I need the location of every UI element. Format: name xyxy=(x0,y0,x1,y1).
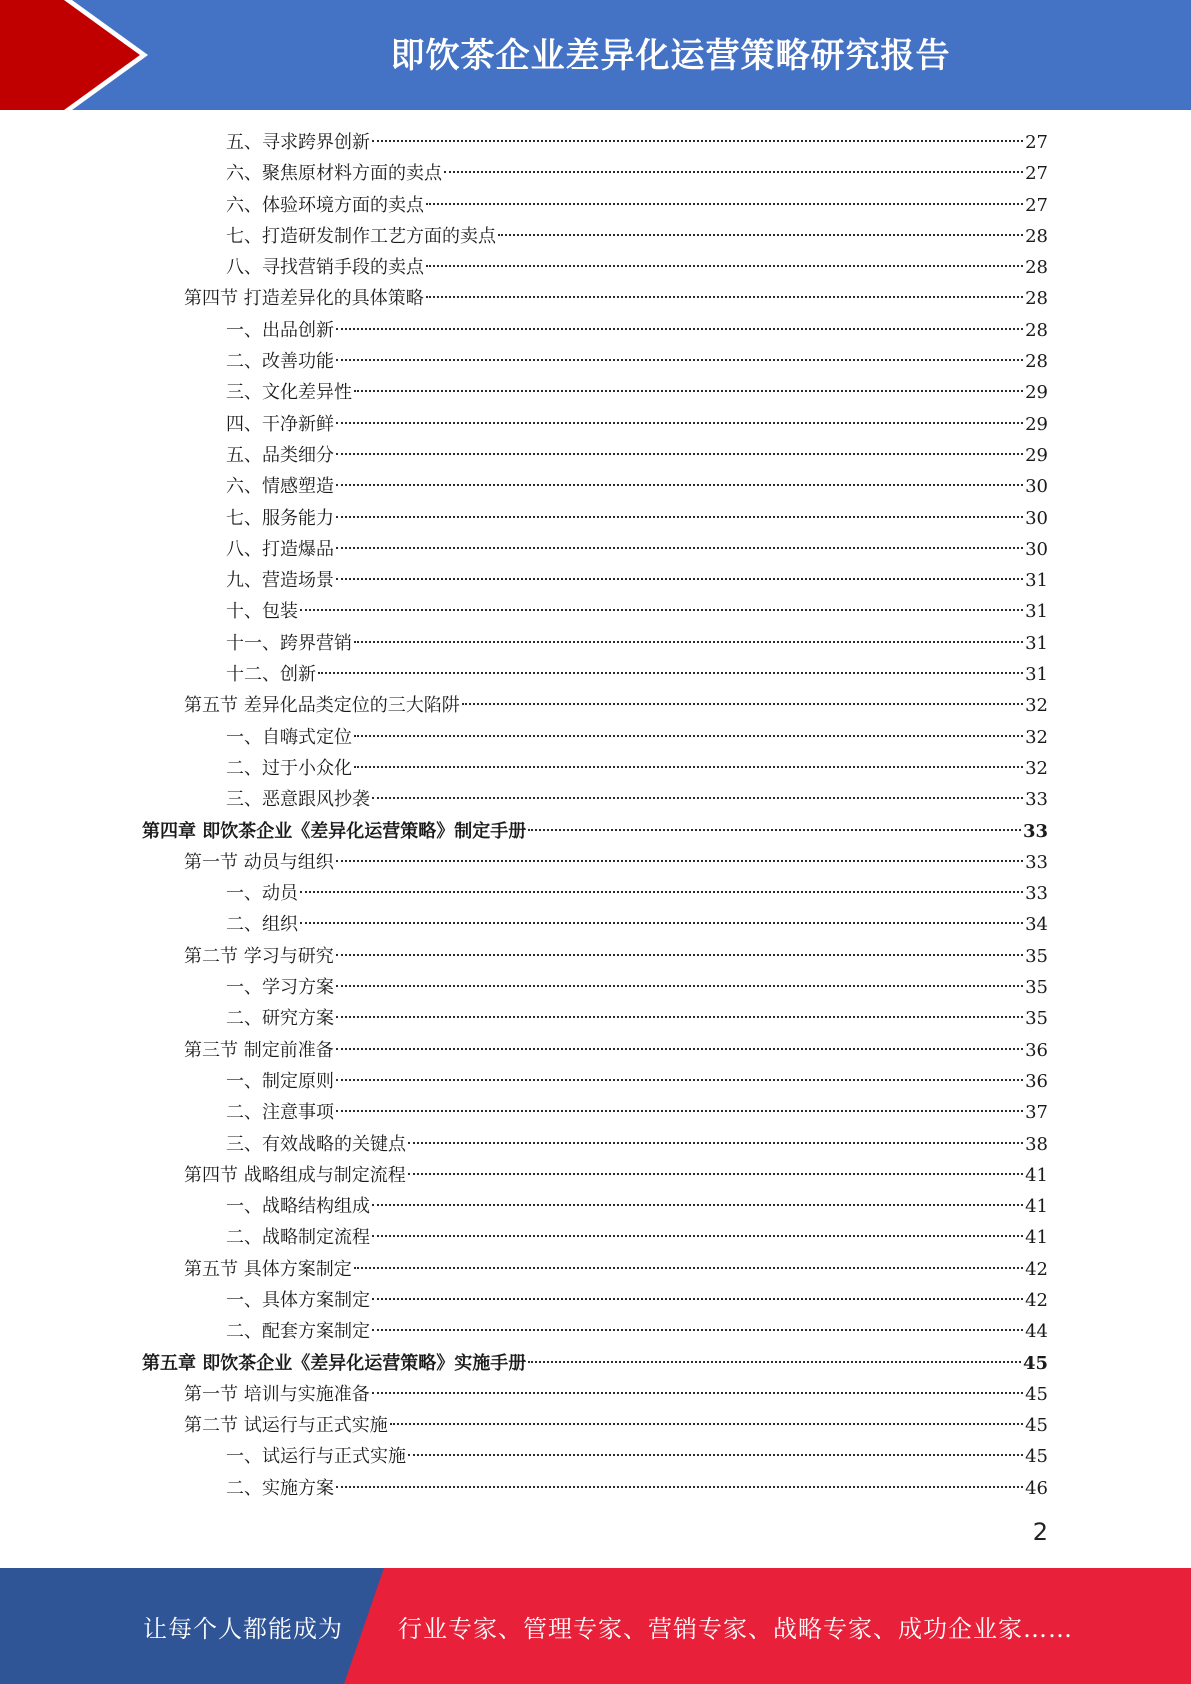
toc-entry-title: 第三节 制定前准备 xyxy=(184,1039,334,1061)
toc-dot-leader xyxy=(336,1110,1023,1112)
toc-dot-leader xyxy=(300,609,1023,611)
toc-dot-leader xyxy=(336,484,1023,486)
toc-entry-page: 28 xyxy=(1025,319,1048,341)
toc-entry-page: 28 xyxy=(1025,288,1048,310)
page-header xyxy=(0,0,1191,110)
toc-entry-title: 二、注意事项 xyxy=(226,1102,334,1124)
toc-dot-leader xyxy=(408,1173,1023,1175)
toc-entry[interactable] xyxy=(142,221,1048,252)
toc-dot-leader xyxy=(426,265,1023,267)
toc-dot-leader xyxy=(354,735,1023,737)
toc-entry[interactable] xyxy=(142,503,1048,534)
toc-entry[interactable] xyxy=(142,909,1048,940)
toc-dot-leader xyxy=(354,390,1023,392)
toc-entry-page: 30 xyxy=(1025,507,1048,529)
toc-dot-leader xyxy=(336,547,1023,549)
toc-entry[interactable] xyxy=(142,941,1048,972)
toc-entry[interactable] xyxy=(142,315,1048,346)
toc-entry-page: 42 xyxy=(1025,1258,1048,1280)
toc-entry-page: 30 xyxy=(1025,476,1048,498)
toc-dot-leader xyxy=(354,766,1023,768)
toc-dot-leader xyxy=(372,1298,1023,1300)
toc-dot-leader xyxy=(444,171,1023,173)
toc-entry[interactable] xyxy=(142,690,1048,721)
toc-entry-page: 37 xyxy=(1025,1102,1048,1124)
toc-entry-title: 三、恶意跟风抄袭 xyxy=(226,789,370,811)
toc-entry-page: 41 xyxy=(1025,1164,1048,1186)
toc-entry-page: 31 xyxy=(1025,601,1048,623)
toc-entry-title: 七、服务能力 xyxy=(226,507,334,529)
toc-entry-title: 二、配套方案制定 xyxy=(226,1321,370,1343)
toc-entry-page: 44 xyxy=(1025,1321,1048,1343)
toc-entry[interactable] xyxy=(142,127,1048,158)
toc-dot-leader xyxy=(336,422,1023,424)
toc-entry[interactable] xyxy=(142,158,1048,189)
toc-entry-page: 29 xyxy=(1025,444,1048,466)
toc-entry-title: 五、品类细分 xyxy=(226,444,334,466)
toc-dot-leader xyxy=(336,359,1023,361)
toc-entry-title: 二、实施方案 xyxy=(226,1477,334,1499)
toc-entry-page: 34 xyxy=(1025,914,1048,936)
toc-entry-page: 41 xyxy=(1025,1196,1048,1218)
toc-entry[interactable] xyxy=(142,1254,1048,1285)
toc-entry[interactable] xyxy=(142,722,1048,753)
toc-entry-title: 第五章 即饮茶企业《差异化运营策略》实施手册 xyxy=(142,1352,527,1374)
toc-entry-title: 七、打造研发制作工艺方面的卖点 xyxy=(226,225,496,247)
toc-entry-title: 第五节 具体方案制定 xyxy=(184,1258,352,1280)
toc-entry[interactable] xyxy=(142,565,1048,596)
toc-dot-leader xyxy=(426,296,1023,298)
toc-entry[interactable] xyxy=(142,847,1048,878)
toc-entry-page: 28 xyxy=(1025,351,1048,373)
toc-entry-page: 27 xyxy=(1025,163,1048,185)
toc-entry[interactable] xyxy=(142,1410,1048,1441)
toc-entry-title: 一、出品创新 xyxy=(226,319,334,341)
toc-entry[interactable] xyxy=(142,753,1048,784)
toc-entry[interactable] xyxy=(142,1097,1048,1128)
toc-dot-leader xyxy=(372,1329,1023,1331)
toc-entry-title: 四、干净新鲜 xyxy=(226,413,334,435)
toc-entry[interactable] xyxy=(142,1035,1048,1066)
toc-entry-title: 十、包装 xyxy=(226,601,298,623)
toc-entry[interactable] xyxy=(142,659,1048,690)
toc-entry[interactable] xyxy=(142,440,1048,471)
toc-entry-page: 45 xyxy=(1025,1383,1048,1405)
toc-dot-leader xyxy=(300,922,1023,924)
toc-dot-leader xyxy=(372,1204,1023,1206)
toc-dot-leader xyxy=(336,516,1023,518)
toc-entry[interactable] xyxy=(142,283,1048,314)
toc-entry-page: 33 xyxy=(1025,851,1048,873)
toc-dot-leader xyxy=(372,1235,1023,1237)
toc-entry[interactable] xyxy=(142,1003,1048,1034)
footer-slogan-right: 行业专家、管理专家、营销专家、战略专家、成功企业家…… xyxy=(398,1614,1073,1643)
toc-entry-title: 一、自嗨式定位 xyxy=(226,726,352,748)
toc-entry-title: 六、体验环境方面的卖点 xyxy=(226,194,424,216)
toc-dot-leader xyxy=(372,797,1023,799)
toc-entry[interactable] xyxy=(142,1066,1048,1097)
toc-entry-page: 31 xyxy=(1025,570,1048,592)
toc-entry-page: 32 xyxy=(1025,695,1048,717)
toc-dot-leader xyxy=(528,1361,1021,1363)
toc-entry-title: 一、战略结构组成 xyxy=(226,1196,370,1218)
toc-entry[interactable] xyxy=(142,252,1048,283)
table-of-contents xyxy=(142,127,1048,1504)
toc-entry[interactable] xyxy=(142,1473,1048,1504)
toc-entry-page: 29 xyxy=(1025,413,1048,435)
toc-entry-page: 45 xyxy=(1022,1352,1048,1374)
document-title: 即饮茶企业差异化运营策略研究报告 xyxy=(390,35,951,76)
toc-entry-title: 三、文化差异性 xyxy=(226,382,352,404)
toc-entry-title: 六、情感塑造 xyxy=(226,476,334,498)
toc-entry-title: 二、改善功能 xyxy=(226,351,334,373)
toc-entry-page: 27 xyxy=(1025,132,1048,153)
toc-entry-title: 一、具体方案制定 xyxy=(226,1289,370,1311)
toc-dot-leader xyxy=(528,829,1021,831)
toc-dot-leader xyxy=(408,1142,1023,1144)
toc-dot-leader xyxy=(462,703,1023,705)
toc-entry-title: 第四节 战略组成与制定流程 xyxy=(184,1164,406,1186)
toc-entry-title: 五、寻求跨界创新 xyxy=(226,132,370,153)
toc-dot-leader xyxy=(336,1486,1023,1488)
toc-entry-page: 36 xyxy=(1025,1039,1048,1061)
toc-entry-page: 29 xyxy=(1025,382,1048,404)
toc-entry-page: 30 xyxy=(1025,538,1048,560)
toc-entry-page: 45 xyxy=(1025,1446,1048,1468)
toc-entry-page: 45 xyxy=(1025,1415,1048,1437)
toc-entry[interactable] xyxy=(142,816,1048,847)
toc-entry[interactable] xyxy=(142,1222,1048,1253)
toc-entry[interactable] xyxy=(142,784,1048,815)
toc-entry-page: 42 xyxy=(1025,1289,1048,1311)
toc-entry-title: 十一、跨界营销 xyxy=(226,632,352,654)
toc-entry-title: 第五节 差异化品类定位的三大陷阱 xyxy=(184,695,460,717)
toc-entry-title: 六、聚焦原材料方面的卖点 xyxy=(226,163,442,185)
toc-entry-page: 33 xyxy=(1025,789,1048,811)
toc-entry[interactable] xyxy=(142,1160,1048,1191)
toc-entry-title: 八、打造爆品 xyxy=(226,538,334,560)
toc-entry-page: 33 xyxy=(1022,820,1048,842)
toc-entry-page: 38 xyxy=(1025,1133,1048,1155)
toc-entry-title: 一、制定原则 xyxy=(226,1070,334,1092)
toc-entry-page: 41 xyxy=(1025,1227,1048,1249)
toc-dot-leader xyxy=(318,672,1023,674)
toc-entry-title: 第一节 培训与实施准备 xyxy=(184,1383,370,1405)
toc-entry-title: 一、试运行与正式实施 xyxy=(226,1446,406,1468)
page-number: 2 xyxy=(1032,1518,1048,1546)
toc-entry-title: 二、过于小众化 xyxy=(226,757,352,779)
toc-entry[interactable] xyxy=(142,878,1048,909)
toc-entry-title: 二、组织 xyxy=(226,914,298,936)
toc-entry-title: 一、学习方案 xyxy=(226,977,334,999)
toc-dot-leader xyxy=(408,1454,1023,1456)
toc-entry[interactable] xyxy=(142,534,1048,565)
toc-entry-page: 35 xyxy=(1025,945,1048,967)
toc-entry-title: 二、研究方案 xyxy=(226,1008,334,1030)
toc-entry-page: 28 xyxy=(1025,225,1048,247)
toc-entry-title: 八、寻找营销手段的卖点 xyxy=(226,257,424,279)
toc-entry-title: 十二、创新 xyxy=(226,664,316,686)
toc-dot-leader xyxy=(336,860,1023,862)
page-footer xyxy=(0,1568,1191,1684)
toc-entry[interactable] xyxy=(142,471,1048,502)
toc-dot-leader xyxy=(372,1392,1023,1394)
toc-entry-title: 二、战略制定流程 xyxy=(226,1227,370,1249)
toc-entry[interactable] xyxy=(142,1441,1048,1472)
toc-dot-leader xyxy=(498,234,1023,236)
toc-entry-title: 三、有效战略的关键点 xyxy=(226,1133,406,1155)
toc-entry[interactable] xyxy=(142,628,1048,659)
toc-entry-page: 35 xyxy=(1025,977,1048,999)
toc-entry[interactable] xyxy=(142,1316,1048,1347)
toc-entry-page: 27 xyxy=(1025,194,1048,216)
toc-entry[interactable] xyxy=(142,1348,1048,1379)
toc-entry-title: 第二节 学习与研究 xyxy=(184,945,334,967)
toc-entry-title: 一、动员 xyxy=(226,883,298,905)
toc-entry[interactable] xyxy=(142,1191,1048,1222)
toc-dot-leader xyxy=(336,954,1023,956)
toc-dot-leader xyxy=(336,578,1023,580)
toc-entry[interactable] xyxy=(142,1129,1048,1160)
toc-dot-leader xyxy=(354,641,1023,643)
toc-dot-leader xyxy=(336,985,1023,987)
toc-entry-page: 36 xyxy=(1025,1070,1048,1092)
toc-entry-title: 第四节 打造差异化的具体策略 xyxy=(184,288,424,310)
toc-dot-leader xyxy=(336,1079,1023,1081)
toc-dot-leader xyxy=(300,891,1023,893)
toc-dot-leader xyxy=(372,140,1023,142)
toc-dot-leader xyxy=(336,1016,1023,1018)
toc-entry[interactable] xyxy=(142,1379,1048,1410)
toc-dot-leader xyxy=(336,453,1023,455)
toc-entry-page: 31 xyxy=(1025,664,1048,686)
toc-entry[interactable] xyxy=(142,972,1048,1003)
toc-entry[interactable] xyxy=(142,596,1048,627)
toc-entry-page: 32 xyxy=(1025,757,1048,779)
toc-dot-leader xyxy=(336,1048,1023,1050)
footer-slogan-left: 让每个人都能成为 xyxy=(143,1614,343,1643)
toc-entry-page: 46 xyxy=(1025,1477,1048,1499)
toc-entry[interactable] xyxy=(142,190,1048,221)
toc-entry-title: 第四章 即饮茶企业《差异化运营策略》制定手册 xyxy=(142,820,527,842)
toc-entry-page: 33 xyxy=(1025,883,1048,905)
toc-dot-leader xyxy=(426,203,1023,205)
toc-entry[interactable] xyxy=(142,377,1048,408)
toc-entry-page: 32 xyxy=(1025,726,1048,748)
toc-entry[interactable] xyxy=(142,409,1048,440)
toc-dot-leader xyxy=(390,1423,1023,1425)
toc-entry-title: 第二节 试运行与正式实施 xyxy=(184,1415,388,1437)
toc-entry[interactable] xyxy=(142,346,1048,377)
toc-entry[interactable] xyxy=(142,1285,1048,1316)
toc-entry-page: 35 xyxy=(1025,1008,1048,1030)
toc-dot-leader xyxy=(354,1267,1023,1269)
toc-entry-title: 第一节 动员与组织 xyxy=(184,851,334,873)
toc-entry-page: 31 xyxy=(1025,632,1048,654)
toc-dot-leader xyxy=(336,328,1023,330)
toc-entry-title: 九、营造场景 xyxy=(226,570,334,592)
toc-entry-page: 28 xyxy=(1025,257,1048,279)
